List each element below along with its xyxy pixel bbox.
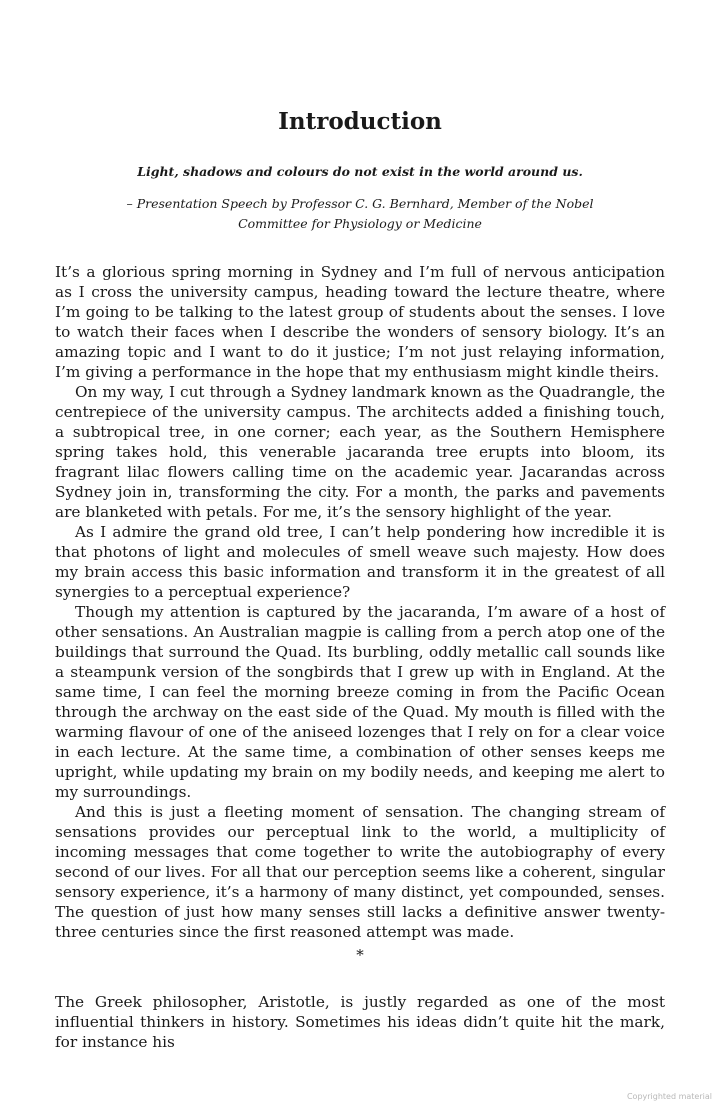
body-text <box>55 262 665 942</box>
chapter-title: Introduction <box>278 108 442 135</box>
paragraph-3: As I admire the grand old tree, I can’t help pondering how incredible it is that photons of light and molecules of smell weave such majesty. How does my brain access this basic information and transform it in the greatest of all synergies to a perceptual experience? <box>55 523 665 601</box>
paragraph-1: It’s a glorious spring morning in Sydney and I’m full of nervous anticipation as I cross the university campus, heading toward the lecture theatre, where I’m going to be talking to the latest group of students about the senses. I love to watch their faces when I describe the wonders of sensory biology. It’s an amazing topic and I want to do it justice; I’m not just relaying information, I’m giving a performance in the hope that my enthusiasm might kindle theirs. <box>55 263 665 381</box>
section-break: * <box>356 946 364 964</box>
paragraph-5: And this is just a fleeting moment of sensation. The changing stream of sensations provides our perceptual link to the world, a multiplicity of incoming messages that come together to write the autobiography of every second of our lives. For all that our perception seems like a coherent, singular sensory experience, it’s a harmony of many distinct, yet compounded, senses. The question of just how many senses still lacks a definitive answer twenty-three centuries since the first reasoned attempt was made. <box>55 803 665 941</box>
epigraph <box>95 162 625 233</box>
body-text-continued <box>55 992 665 1052</box>
copyright-watermark: Copyrighted material <box>626 1092 712 1101</box>
epigraph-quote: Light, shadows and colours do not exist in the world around us. <box>137 164 583 179</box>
paragraph-4: Though my attention is captured by the jacaranda, I’m aware of a host of other sensations. An Australian magpie is calling from a perch atop one of the buildings that surround the Quad. Its burbling, oddly metallic call sounds like a steampunk version of the songbirds that I grew up with in England. At the same time, I can feel the morning breeze coming in from the Pacific Ocean through the archway on the east side of the Quad. My mouth is filled with the warming flavour of one of the aniseed lozenges that I rely on for a clear voice in each lecture. At the same time, a combination of other senses keeps me upright, while updating my brain on my bodily needs, and keeping me alert to my surroundings. <box>55 603 665 801</box>
paragraph-2: On my way, I cut through a Sydney landmark known as the Quadrangle, the centrepiece of the university campus. The architects added a finishing touch, a subtropical tree, in one corner; each year, as the Southern Hemisphere spring takes hold, this venerable jacaranda tree erupts into bloom, its fragrant lilac flowers calling time on the academic year. Jacarandas across Sydney join in, transforming the city. For a month, the parks and pavements are blanketed with petals. For me, it’s the sensory highlight of the year. <box>55 383 665 521</box>
paragraph-6: The Greek philosopher, Aristotle, is justly regarded as one of the most influential thinkers in history. Sometimes his ideas didn’t quite hit the mark, for instance his <box>55 993 665 1051</box>
epigraph-attribution: – Presentation Speech by Professor C. G. Bernhard, Member of the Nobel Committee for Physiology or Medicine <box>126 196 594 231</box>
